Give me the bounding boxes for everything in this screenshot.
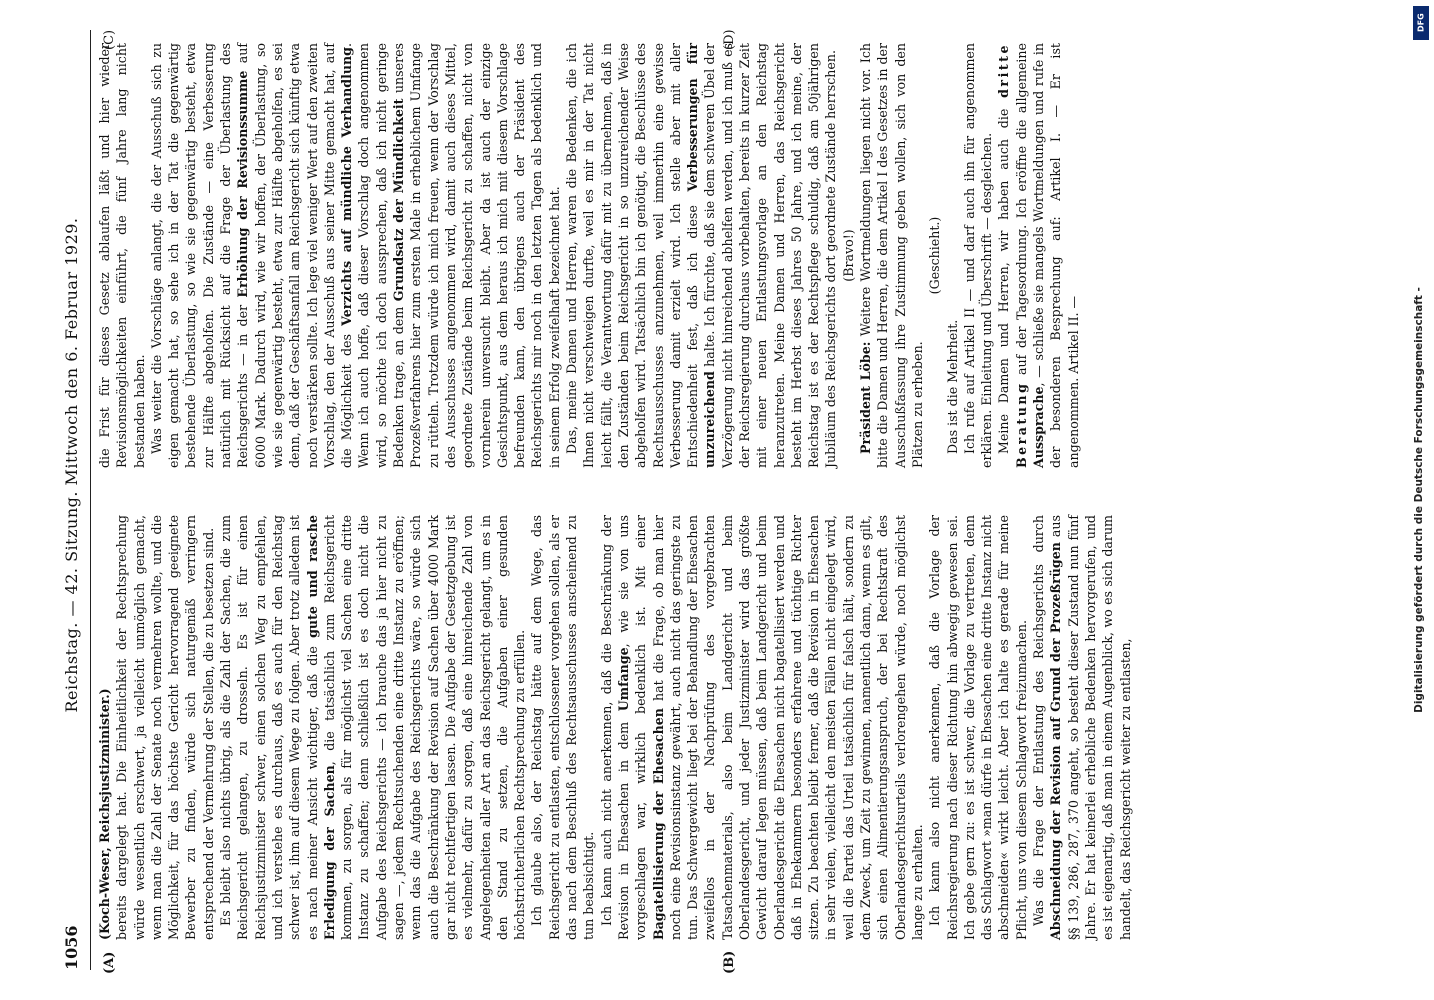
rotated-printed-page — [62, 20, 1372, 980]
right-column — [96, 43, 1372, 468]
margin-marker-b: (B) — [722, 950, 737, 974]
paragraph: die Frist für dieses Gesetz ablaufen läßt und hier wieder Revisionsmöglichkeiten einführt, die fünf Jahre lang nicht bestanden haben. — [97, 43, 147, 468]
paragraph: Was weiter die Vorschläge anlangt, die der Ausschuß sich zu eigen gemacht hat, so sehe ich in der Tat die gegenwärtig bestehende Überlastung, so wie sie gegenwärtig besteht, etwa zur Hälfte abgeholfen. Die Zustände — eine Verbesserung natürlich mit Rücksicht auf die Frage der Überlastung des Reichsgerichts — in der Erhöhung der Revisionssumme auf 6000 Mark. Dadurch wird, wie wir hoffen, der Überlastung, so wie sie gegenwärtig besteht, etwa zur Hälfte abgeholfen, es sei denn, daß der Geschäftsanfall am Reichsgericht sich künftig etwa noch verstärken sollte. Ich lege viel weniger Wert auf den zweiten Vorschlag, den der Ausschuß aus seiner Mitte gemacht hat, auf die Möglichkeit des Verzichts auf mündliche Verhandlung. Wenn ich auch hoffe, daß dieser Vorschlag doch angenommen wird, so möchte ich doch aussprechen, daß ich nicht geringe Bedenken trage, an dem Grundsatz der Mündlichkeit unseres Prozeßverfahrens hier zum ersten Male in erheblichem Umfange zu rütteln. Trotzdem würde ich mich freuen, wenn der Vorschlag des Ausschusses angenommen wird, damit auch dieses Mittel, geordnete Zustände beim Reichsgericht zu schaffen, nicht von vornherein unversucht bleibt. Aber da ist auch der einzige Gesichtspunkt, aus dem heraus ich mich mit diesem Vorschlage befreunden kann, den übrigens auch der Präsident des Reichsgerichts mir noch in den letzten Tagen als bedenklich und in seinem Erfolg zweifelhaft bezeichnet hat. — [148, 42, 562, 468]
paragraph: Ich glaube also, der Reichstag hätte auf dem Wege, das Reichsgericht zu entlasten, entschlossener vorgehen sollen, als er das nach dem Beschluß des Rechtsausschusses anscheinend zu tun beabsichtigt. — [529, 515, 597, 940]
dfg-logo: DFG — [1413, 6, 1429, 40]
margin-marker-c: (C) — [102, 29, 117, 50]
paragraph: Meine Damen und Herren, wir haben auch die dritte Beratung auf der Tagesordnung. Ich eröffne die allgemeine Aussprache, — schließe sie mangels Wortmeldungen und rufe in der besonderen Besprechung auf: Artikel I. — Er ist angenommen. Artikel II. — — [996, 43, 1081, 468]
paragraph: Präsident Löbe: Weitere Wortmeldungen liegen nicht vor. Ich bitte die Damen und Herren, die dem Artikel I des Gesetzes in der Ausschußfassung ihre Zustimmung geben wollen, sich von den Plätzen zu erheben. — [858, 43, 925, 468]
header-rule — [90, 30, 91, 970]
digitization-credit — [1408, 0, 1430, 1000]
margin-marker-d: (D) — [722, 29, 737, 50]
paragraph: Ich kann also nicht anerkennen, daß die Vorlage der Reichsregierung nach dieser Richtung hin abwegig gewesen sei. Ich gebe gern zu: es ist schwer, die Vorlage zu vertreten, denn das Schlagwort »man dürfe in Ehesachen eine dritte Instanz nicht abschneiden« wirkt leicht. Aber ich halte es gerade für meine Pflicht, uns von diesem Schlagwort freizumachen. — [927, 515, 1029, 940]
paragraph: Das ist die Mehrheit. — [944, 319, 960, 454]
procedure-note: (Geschieht.) — [927, 216, 943, 295]
margin-marker-a: (A) — [102, 951, 117, 974]
speaker-attribution: (Koch-Weser, Reichsjustizminister.) — [97, 688, 112, 940]
paragraph: Ich rufe auf Artikel II — und darf auch ihn für angenommen erklären. Einleitung und Überschrift — desgleichen. — [961, 43, 995, 468]
paragraph: Das, meine Damen und Herren, waren die Bedenken, die ich Ihnen nicht verschweigen durfte, weil es mir in der Tat nicht leicht fällt, die Verantwortung dafür mit zu übernehmen, daß in den Zuständen beim Reichsgericht in so unzureichender Weise abgeholfen wird. Tatsächlich bin ich genötigt, die Beschlüsse des Rechtsausschusses anzunehmen, weil immerhin eine gewisse Verbesserung damit erzielt wird. Ich stelle aber mit aller Entschiedenheit fest, daß ich diese Verbesserungen für unzureichend halte. Ich fürchte, daß sie dem schweren Übel der Verzögerung nicht hinreichend abhelfen werden, und ich muß es der Reichsregierung durchaus vorbehalten, bereits in kurzer Zeit mit einer neuen Entlastungsvorlage an den Reichstag heranzutreten. Meine Damen und Herren, das Reichsgericht besteht im Herbst dieses Jahres 50 Jahre, und ich meine, der Reichstag ist es der Rechtspflege schuldig, daß am 50jährigen Jubiläum des Reichsgerichts dort geordnete Zustände herrschen. — [564, 43, 839, 468]
paragraph: Es bleibt also nichts übrig, als die Zahl der Sachen, die zum Reichsgericht gelangen, zu drosseln. Es ist für einen Reichsjustizminister schwer, einen solchen Weg zu empfehlen, und ich verstehe es durchaus, daß es auch für den Reichstag schwer ist, ihm auf diesem Wege zu folgen. Aber trotz alledem ist es nach meiner Ansicht wichtiger, daß die gute und rasche Erledigung der Sachen, die tatsächlich zum Reichsgericht kommen, zu sorgen, als für möglichst viel Sachen eine dritte Instanz zu schaffen; denn schließlich ist es doch nicht die Aufgabe des Reichsgerichts — ich brauche das ja hier nicht zu sagen —, jedem Rechtsuchenden eine dritte Instanz zu eröffnen; wenn das die Aufgabe des Reichsgerichts wäre, so würde sich auch die Beschränkung der Revision auf Sachen über 4000 Mark gar nicht rechtfertigen lassen. Die Aufgabe der Gesetzgebung ist es vielmehr, dafür zu sorgen, daß eine hinreichende Zahl von Angelegenheiten aller Art an das Reichsgericht gelangt, um es in den Stand zu setzen, die Aufgaben einer gesunden höchstrichterlichen Rechtsprechung zu erfüllen. — [218, 514, 528, 940]
page-title: Reichstag. — 42. Sitzung. Mittwoch den 6. Februar 1929. — [62, 217, 81, 713]
paragraph: bereits dargelegt hat. Die Einheitlichkeit der Rechtsprechung würde wesentlich erschwert, ja vielleicht unmöglich gemacht, wenn man die Zahl der Senate noch vermehren wollte, und die Möglichkeit, für das höchste Gericht hervorragend geeignete Bewerber zu finden, würde sich naturgemäß verringern entsprechend der Vermehrung der Stellen, die zu besetzen sind. — [114, 515, 216, 940]
applause-note: (Bravo!) — [840, 229, 856, 282]
page-header — [62, 30, 88, 970]
paragraph: Ich kann auch nicht anerkennen, daß die Beschränkung der Revision in Ehesachen in dem Umfange, wie sie von uns vorgeschlagen war, wirklich bedenklich ist. Mit einer Bagatellisierung der Ehesachen hat die Frage, ob man hier noch eine Revisionsinstanz gewährt, auch nicht das geringste zu tun. Das Schwergewicht liegt bei der Behandlung der Ehesachen zweifellos in der Nachprüfung des vorgebrachten Tatsachenmaterials, also beim Landgericht und beim Oberlandesgericht, und jeder Justizminister wird das größte Gewicht darauf legen müssen, daß beim Landgericht und beim Oberlandesgericht die Ehesachen nicht bagatellisiert werden und daß in Ehekammern besonders erfahrene und tüchtige Richter sitzen. Zu beachten bleibt ferner, daß die Revision in Ehesachen in sehr vielen, vielleicht den meisten Fällen nicht eingelegt wird, weil die Partei das Urteil tatsächlich für falsch hält, sondern zu dem Zweck, um Zeit zu gewinnen, namentlich dann, wenn es gilt, sich einen Alimentierungsanspruch, der bei Rechtskraft des Oberlandesgerichtsurteils verlorengehen würde, noch möglichst lange zu erhalten. — [598, 514, 925, 940]
page-number: 1056 — [62, 925, 81, 970]
left-column — [96, 515, 1372, 940]
paragraph: Was die Frage der Entlastung des Reichsgerichts durch Abschneidung der Revision auf Grund der Prozeßrügen aus §§ 139, 286, 287, 370 angeht, so besteht dieser Zustand nun fünf Jahre. Er hat keinerlei erhebliche Bedenken hervorgerufen, und es ist eigenartig, daß man in einem Augenblick, wo es sich darum handelt, das Reichsgericht weiter zu entlasten, — [1031, 514, 1133, 940]
credit-text: Digitalisierung gefördert durch die Deutsche Forschungsgemeinschaft - — [1413, 287, 1425, 713]
